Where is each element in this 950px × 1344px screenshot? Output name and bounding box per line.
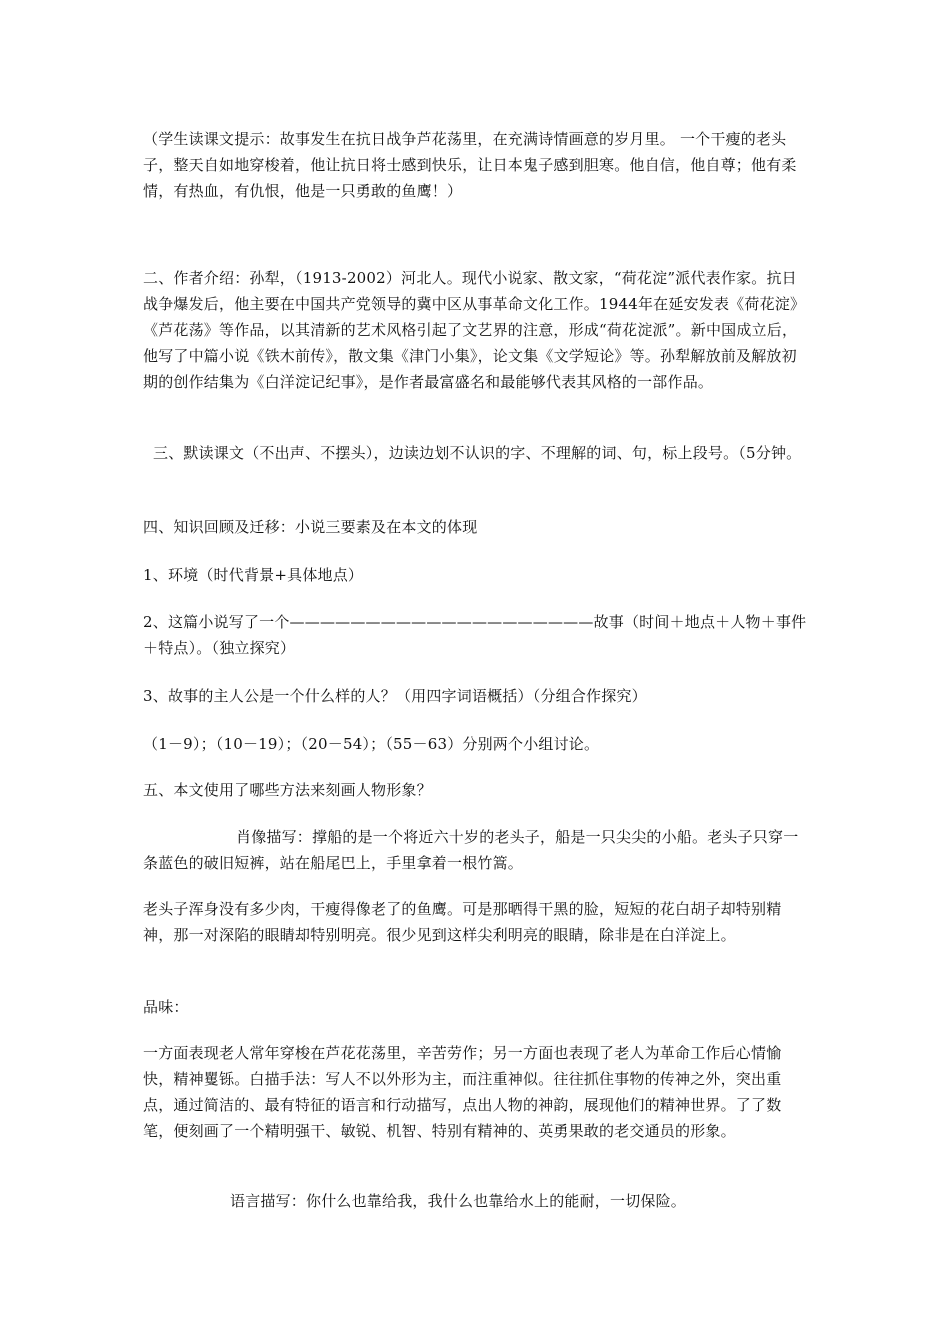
paragraph-language-description: 语言描写：你什么也靠给我，我什么也靠给水上的能耐，一切保险。 xyxy=(230,1192,687,1210)
paragraph-appreciation-analysis: 一方面表现老人常年穿梭在芦花花荡里，辛苦劳作；另一方面也表现了老人为革命工作后心情愉快，精神矍铄。白描手法：写人不以外形为主，而注重神似。往往抓住事物的传神之外，突出重点，通过简洁的、最有特征的语言和行动描写，点出人物的神韵，展现他们的精神世界。了了数笔，便刻画了一个精明强干、敏锐、机智、特别有精神的、英勇果敢的老交通员的形象。 xyxy=(143,1044,782,1140)
paragraph-item-protagonist: 3、故事的主人公是一个什么样的人？（用四字词语概括）（分组合作探究） xyxy=(143,687,647,705)
paragraph-portrait-description: 肖像描写：撑船的是一个将近六十岁的老头子，船是一只尖尖的小船。老头子只穿一条蓝色的破旧短裤，站在船尾巴上，手里拿着一根竹篙。 xyxy=(143,828,799,872)
paragraph-knowledge-review: 四、知识回顾及迁移：小说三要素及在本文的体现 xyxy=(143,518,478,536)
paragraph-characterization-methods: 五、本文使用了哪些方法来刻画人物形象？ xyxy=(143,781,432,799)
paragraph-item-story: 2、这篇小说写了一个————————————————————故事（时间＋地点＋人物＋事件＋特点）。（独立探究） xyxy=(143,613,807,657)
paragraph-group-discussion: （1－9）；（10－19）；（20－54）；（55－63）分别两个小组讨论。 xyxy=(143,735,600,753)
paragraph-old-man-description: 老头子浑身没有多少肉，干瘦得像老了的鱼鹰。可是那晒得干黑的脸，短短的花白胡子却特别精神，那一对深陷的眼睛却特别明亮。很少见到这样尖利明亮的眼睛，除非是在白洋淀上。 xyxy=(143,900,782,944)
paragraph-appreciation-label: 品味： xyxy=(143,998,189,1016)
paragraph-item-environment: 1、环境（时代背景+具体地点） xyxy=(143,566,364,584)
paragraph-author-introduction: 二、作者介绍：孙犁，（1913-2002）河北人。现代小说家、散文家，“荷花淀”派代表作家。抗日战争爆发后，他主要在中国共产党领导的冀中区从事革命文化工作。1944年在延安发表《荷花淀》《芦花荡》等作品，以其清新的艺术风格引起了文艺界的注意，形成“荷花淀派”。新中国成立后，他写了中篇小说《铁木前传》，散文集《津门小集》，论文集《文学短论》等。孙犁解放前及解放初期的创作结集为《白洋淀记纪事》，是作者最富盛名和最能够代表其风格的一部作品。 xyxy=(143,269,806,391)
paragraph-silent-reading: 三、默读课文（不出声、不摆头），边读边划不认识的字、不理解的词、句，标上段号。（5分钟。 xyxy=(153,444,802,462)
paragraph-student-reading-tip: （学生读课文提示：故事发生在抗日战争芦花荡里，在充满诗情画意的岁月里。 一个干瘦的老头子，整天自如地穿梭着，他让抗日将士感到快乐，让日本鬼子感到胆寒。他自信，他自尊；他有柔情，有热血，有仇恨，他是一只勇敢的鱼鹰！） xyxy=(143,130,797,200)
